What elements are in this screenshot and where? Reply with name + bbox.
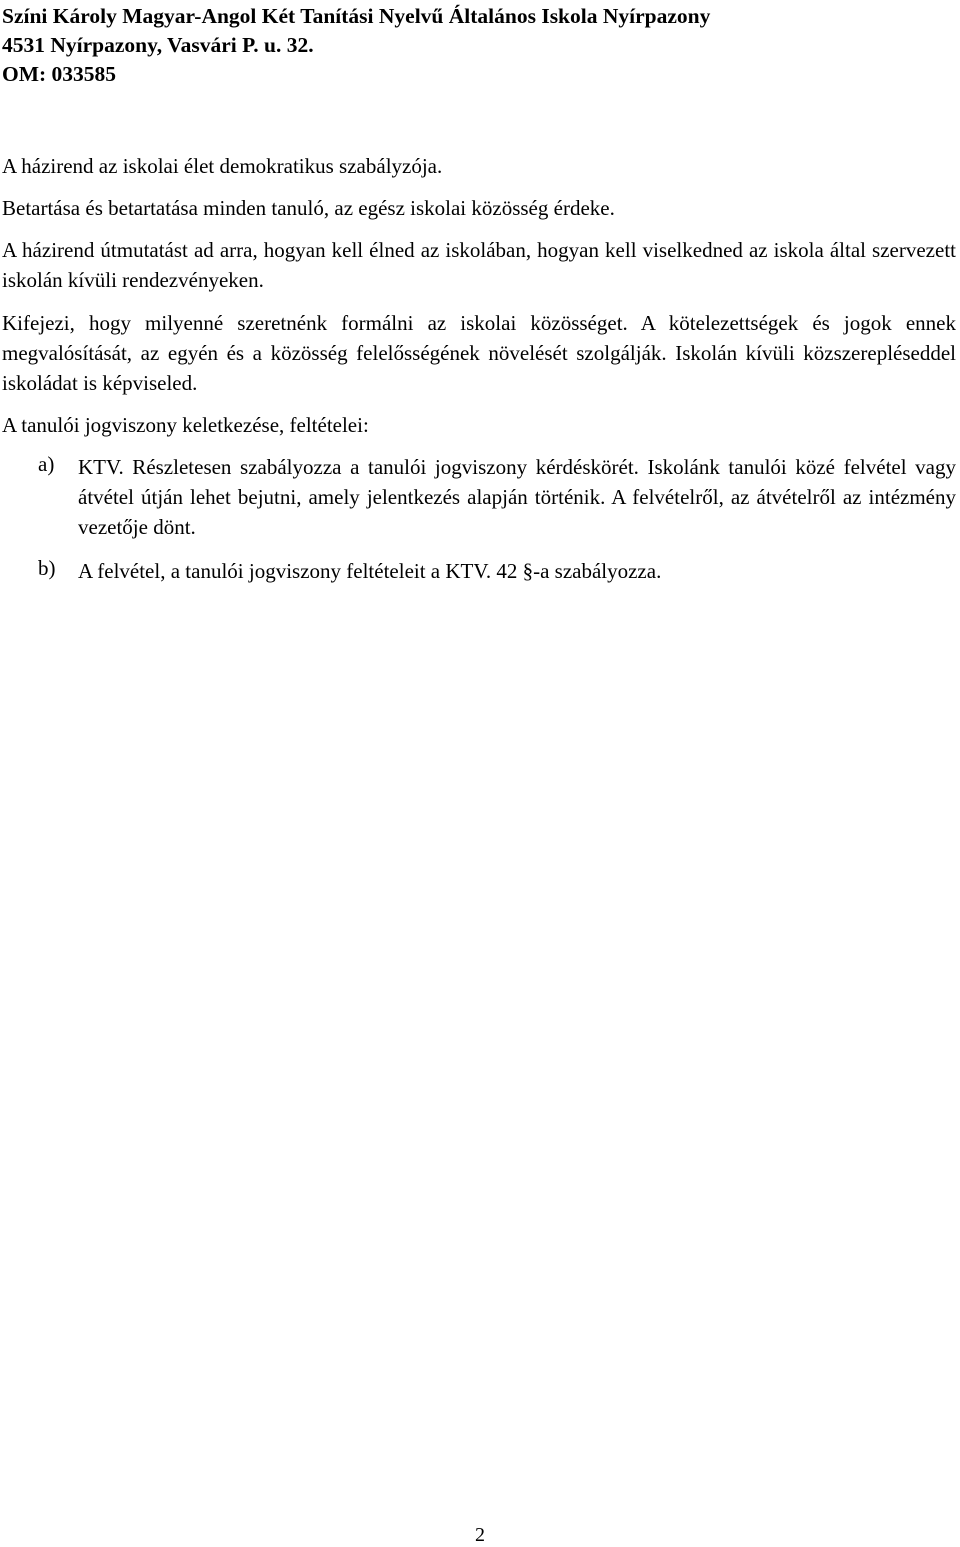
list-item-text: KTV. Részletesen szabályozza a tanulói jogviszony kérdéskörét. Iskolánk tanulói közé felvétel vagy átvétel útján lehet bejutni, amely jelentkezés alapján történik. A felvételről, az átvételről az intézmény vezetője dönt. xyxy=(78,455,956,539)
list-marker: b) xyxy=(38,556,56,580)
paragraph-5: A tanulói jogviszony keletkezése, feltételei: xyxy=(2,413,369,437)
list-marker: a) xyxy=(38,452,55,476)
list-item-text: A felvétel, a tanulói jogviszony feltételeit a KTV. 42 §-a szabályozza. xyxy=(78,559,662,583)
paragraph-4: Kifejezi, hogy milyenné szeretnénk formálni az iskolai közösséget. A kötelezettségek és jogok ennek megvalósítását, az egyén és a közösség felelősségének növelését szolgálják. Iskolán kívüli közszerepléseddel iskoládat is képviseled. xyxy=(2,311,956,395)
om-identifier: OM: 033585 xyxy=(2,62,117,86)
document-header xyxy=(2,2,952,89)
paragraph-3: A házirend útmutatást ad arra, hogyan kell élned az iskolában, hogyan kell viselkedned az iskola által szervezett iskolán kívüli rendezvényeken. xyxy=(2,238,956,292)
school-address: 4531 Nyírpazony, Vasvári P. u. 32. xyxy=(2,33,314,57)
paragraph-1: A házirend az iskolai élet demokratikus szabályzója. xyxy=(2,154,443,178)
paragraph-2: Betartása és betartatása minden tanuló, az egész iskolai közösség érdeke. xyxy=(2,196,615,220)
page-number: 2 xyxy=(475,1524,485,1546)
school-name: Színi Károly Magyar-Angol Két Tanítási Nyelvű Általános Iskola Nyírpazony xyxy=(2,4,711,28)
